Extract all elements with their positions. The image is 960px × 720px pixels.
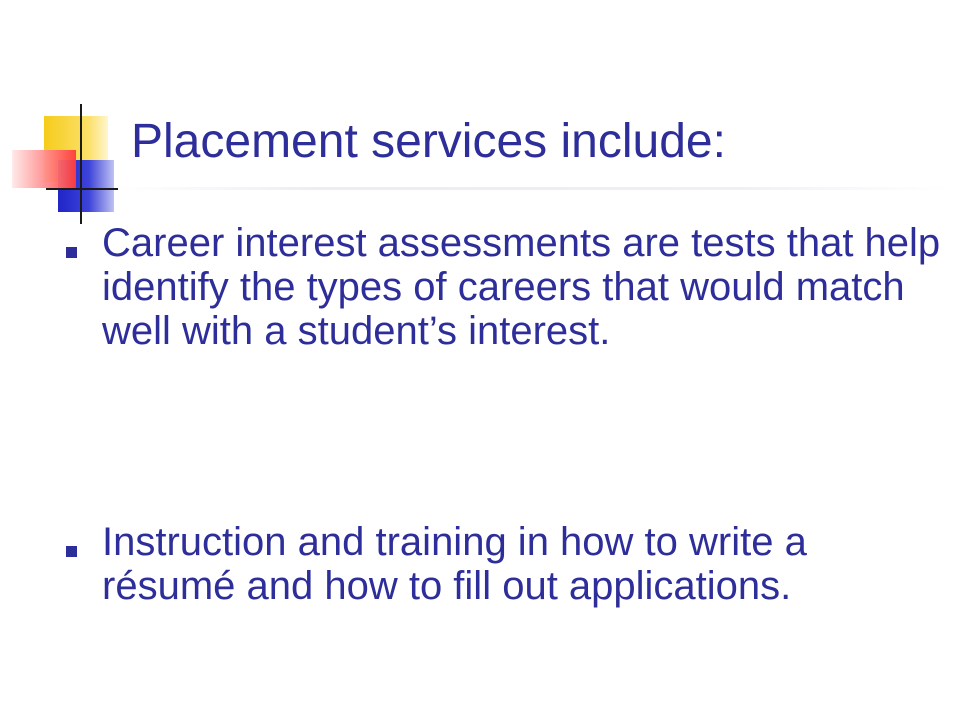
bullet-text: Instruction and training in how to write a résumé and how to fill out applications. [102,520,807,608]
bullet-square-icon [66,247,77,258]
bullet-text: Career interest assessments are tests that help identify the types of careers that would match well with a student’s interest. [102,221,941,353]
ornament-red-bar [12,150,76,188]
ornament-vertical-line [80,104,82,224]
title-underline [118,187,948,190]
slide-title: Placement services include: [131,115,726,168]
bullet-square-icon [66,546,77,557]
